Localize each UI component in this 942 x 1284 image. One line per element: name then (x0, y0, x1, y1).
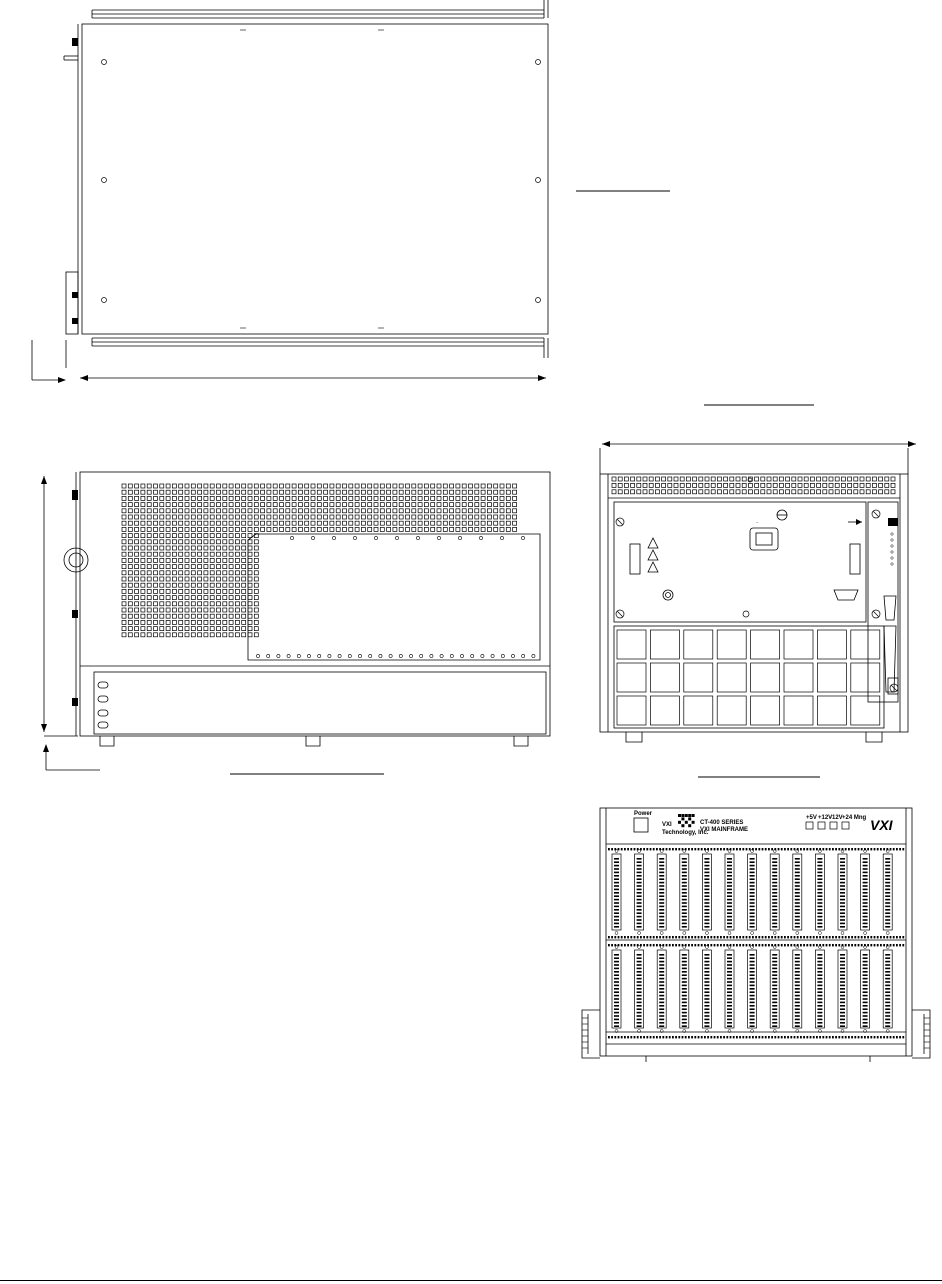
rear-view (596, 430, 922, 752)
indicator-label-3: -12V (830, 815, 843, 821)
indicator-label-1: +5V (806, 815, 817, 821)
indicator-label-4: +24 Mng (842, 815, 867, 821)
side-view (30, 460, 560, 790)
brand-name-line2: Technology, Inc. (662, 830, 709, 836)
model-series-label: CT-400 SERIES (700, 820, 744, 826)
front-card-rails (608, 848, 904, 1038)
rear-fan-grid (617, 630, 880, 725)
model-type-label: VXI MAINFRAME (700, 827, 748, 833)
rear-vent-grille (612, 477, 895, 494)
title-rule-top-view (576, 190, 670, 192)
brand-name-line1: VXI (662, 822, 672, 828)
side-vent-grille (122, 484, 517, 637)
ac-symbol: ~ (756, 520, 759, 525)
page-bottom-rule (0, 1280, 942, 1281)
top-view-drawing (0, 0, 560, 392)
title-rule-side-view (230, 773, 384, 775)
power-label: Power (634, 811, 653, 817)
title-rule-front-view (698, 776, 820, 778)
vendor-logo-mark (678, 814, 695, 827)
front-view (574, 800, 942, 1064)
front-view-drawing (574, 800, 942, 1064)
indicator-label-2: +12V (818, 815, 833, 821)
front-indicator-leds (806, 822, 849, 829)
rear-status-leds (891, 533, 893, 565)
side-mounting-holes (256, 536, 535, 657)
front-handle-ribs (582, 1018, 930, 1048)
side-view-drawing (30, 460, 560, 790)
top-view (0, 0, 560, 392)
rear-view-drawing (596, 430, 922, 752)
vxi-logo: VXI (870, 817, 893, 833)
title-rule-rear-view (704, 404, 814, 406)
front-card-slots (612, 850, 892, 1033)
